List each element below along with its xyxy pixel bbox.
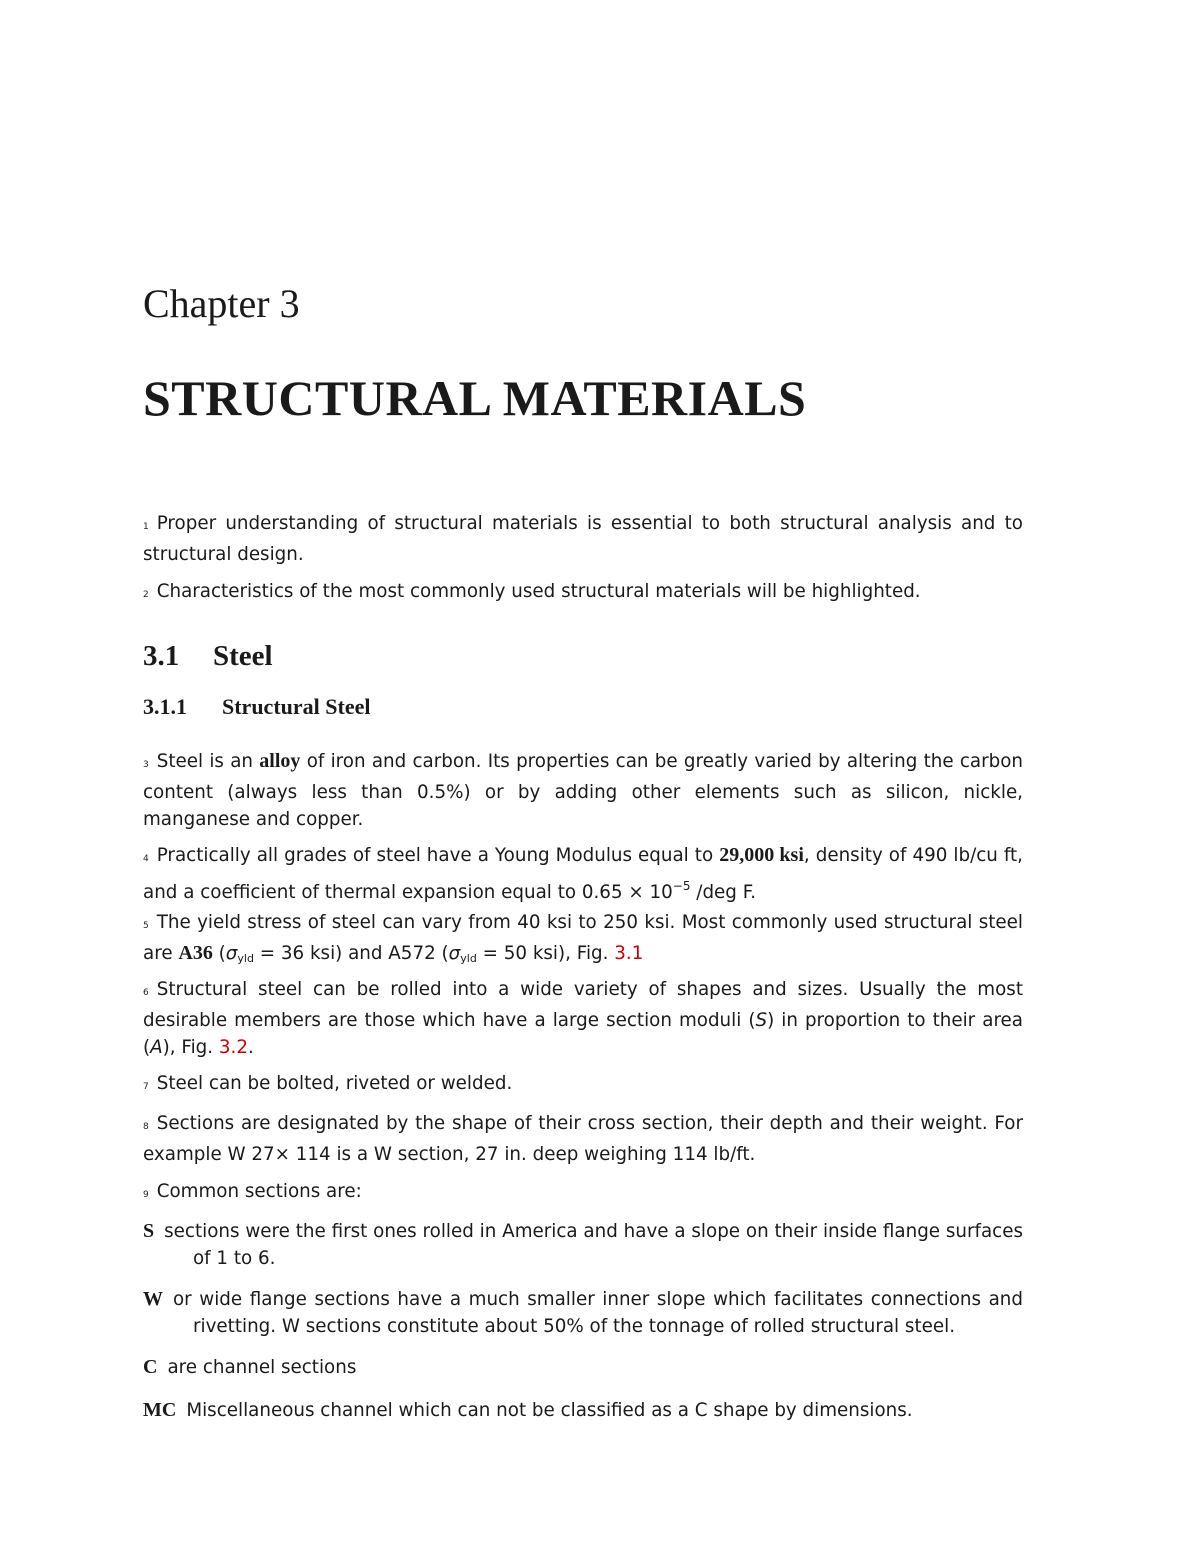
paragraph-text: ) in proportion to their area ( [143, 1010, 1024, 1058]
bold-term: 29,000 ksi [719, 844, 804, 866]
paragraph-text: Structural steel can be rolled into a wide variety of shapes and sizes. Usually the most desirable members are those which have a large section moduli ( [143, 979, 1023, 1031]
definition-item-c [143, 1354, 1023, 1381]
paragraph-number: 6 [143, 988, 149, 998]
bold-term: A36 [178, 942, 213, 964]
definition-term: MC [143, 1399, 177, 1421]
paragraph-text: ), Fig. [162, 1037, 219, 1058]
paragraph-text: Steel can be bolted, riveted or welded. [156, 1073, 513, 1094]
paragraph-text: Practically all grades of steel have a Young Modulus equal to [156, 845, 720, 866]
paragraph-number: 7 [143, 1082, 149, 1092]
definition-item-mc [143, 1397, 1023, 1424]
definition-term: C [143, 1356, 158, 1378]
paragraph-text: = 50 ksi), Fig. [476, 943, 615, 964]
paragraph-number: 9 [143, 1190, 149, 1200]
definition-description: Miscellaneous channel which can not be classified as a C shape by dimensions. [186, 1400, 913, 1421]
paragraph-number: 4 [143, 854, 149, 864]
paragraph-text: Steel is an [156, 751, 260, 772]
paragraph-4 [143, 842, 1023, 906]
definition-item-w [143, 1286, 1023, 1340]
symbol-a: A [150, 1037, 163, 1058]
paragraph-number: 8 [143, 1122, 149, 1132]
paragraph-text: ( [212, 943, 226, 964]
definition-term: W [143, 1288, 163, 1310]
subsection-heading-3-1-1 [143, 693, 370, 721]
definition-item-s [143, 1218, 1023, 1272]
paragraph-number: 1 [143, 522, 149, 532]
definition-term: S [143, 1220, 155, 1242]
definition-description: are channel sections [167, 1357, 357, 1378]
definition-description: sections were the first ones rolled in America and have a slope on their inside flange surfaces of 1 to 6. [164, 1221, 1023, 1269]
section-title: Steel [213, 640, 273, 672]
paragraph-number: 3 [143, 760, 149, 770]
subscript: yld [460, 952, 477, 965]
exponent: −5 [672, 879, 691, 893]
paragraph-text: of iron and carbon. Its properties can be greatly varied by altering the carbon content (always less than 0.5%) or by adding other elements such as silicon, nickle, manganese and copper. [143, 751, 1023, 830]
chapter-label: Chapter 3 [143, 281, 300, 326]
paragraph-text: The yield stress of steel can vary from 40 ksi to 250 ksi. Most commonly used structural steel are [143, 912, 1023, 964]
subsection-title: Structural Steel [222, 694, 371, 719]
subscript: yld [237, 952, 254, 965]
paragraph-8 [143, 1110, 1023, 1168]
paragraph-text: /deg F. [690, 882, 757, 903]
section-number: 3.1 [143, 640, 180, 672]
symbol-s: S [755, 1010, 768, 1031]
paragraph-5 [143, 909, 1023, 972]
paragraph-3 [143, 748, 1023, 833]
paragraph-2 [143, 578, 1023, 609]
paragraph-text: Sections are designated by the shape of their cross section, their depth and their weight. For example W 27× 114 is a W section, 27 in. deep weighing 114 lb/ft. [143, 1113, 1023, 1165]
paragraph-text: , density of 490 lb/cu ft, and a coefficient of thermal expansion equal to 0.65 × 10 [143, 845, 1023, 903]
sigma-symbol: σ [225, 943, 238, 964]
section-heading-3-1 [143, 638, 273, 674]
paragraph-9 [143, 1178, 1023, 1209]
paragraph-text: Proper understanding of structural materials is essential to both structural analysis and to structural design. [143, 513, 1023, 565]
paragraph-number: 5 [143, 921, 149, 931]
bold-term: alloy [259, 750, 301, 772]
chapter-title: STRUCTURAL MATERIALS [143, 370, 807, 426]
paragraph-text: . [247, 1037, 254, 1058]
subsection-number: 3.1.1 [143, 694, 187, 719]
paragraph-text: Characteristics of the most commonly used structural materials will be highlighted. [156, 581, 921, 602]
paragraph-6 [143, 976, 1023, 1061]
definition-description: or wide flange sections have a much smaller inner slope which facilitates connections and rivetting. W sections constitute about 50% of the tonnage of rolled structural steel. [173, 1289, 1023, 1337]
paragraph-1 [143, 510, 1023, 568]
paragraph-text: = 36 ksi) and A572 ( [253, 943, 449, 964]
figure-reference-link[interactable]: 3.2 [218, 1037, 248, 1058]
paragraph-7 [143, 1070, 1023, 1101]
paragraph-number: 2 [143, 590, 149, 600]
figure-reference-link[interactable]: 3.1 [614, 943, 644, 964]
sigma-symbol: σ [448, 943, 461, 964]
paragraph-text: Common sections are: [156, 1181, 362, 1202]
